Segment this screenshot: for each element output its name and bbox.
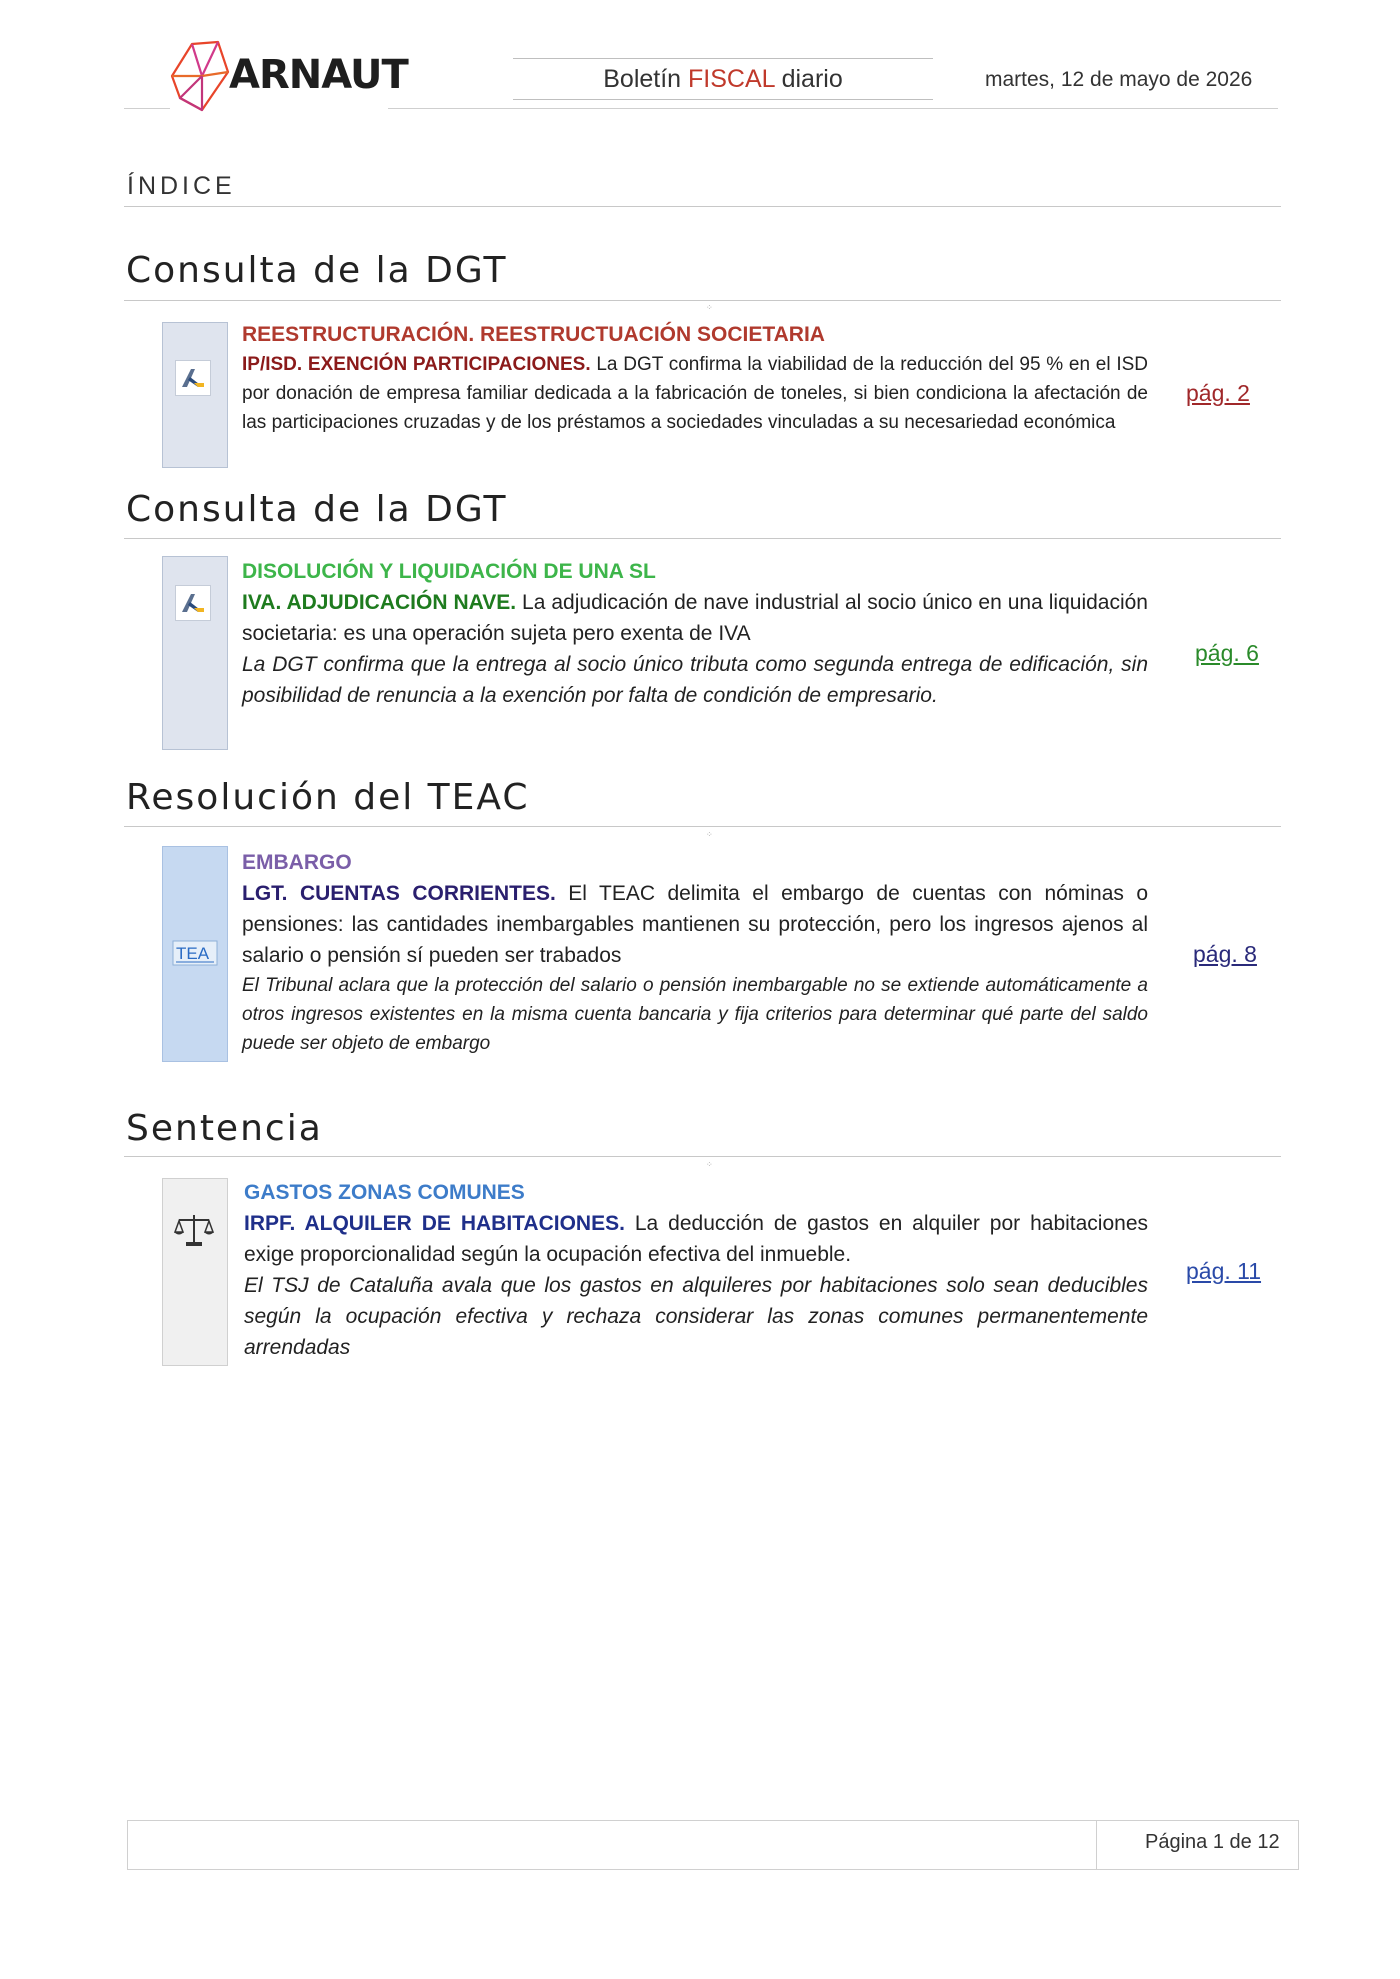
page-link[interactable]: pág. 6 [1195, 640, 1259, 666]
entry-note: El Tribunal aclara que la protección del salario o pensión inembargable no se extiende automáticamente a otros ingresos existentes en la misma cuenta bancaria y fija criterios para determinar qué parte del saldo puede ser objeto de embargo [242, 975, 1148, 1054]
bulletin-title [513, 58, 933, 100]
aeat-logo-icon [175, 585, 211, 621]
section-title: Consulta de la DGT [126, 489, 508, 530]
aeat-logo-icon [175, 360, 211, 396]
page-number: Página 1 de 12 [1145, 1831, 1280, 1853]
aeat-mark [178, 588, 208, 618]
index-entry [244, 1178, 1148, 1363]
brand-name: ARNAUT [229, 52, 408, 98]
bulletin-date: martes, 12 de mayo de 2026 [985, 68, 1253, 91]
entry-category: GASTOS ZONAS COMUNES [244, 1181, 525, 1204]
entry-summary [242, 587, 1148, 649]
entry-lead: IVA. ADJUDICACIÓN NAVE. [242, 591, 517, 614]
index-entry [242, 320, 1148, 437]
entry-summary [244, 1208, 1148, 1270]
polygon-logo-icon [172, 42, 228, 110]
index-heading: ÍNDICE [127, 172, 236, 200]
section-title: Resolución del TEAC [126, 777, 530, 818]
entry-note: El TSJ de Cataluña avala que los gastos en alquileres por habitaciones solo sean deducibles según la ocupación efectiva y rechaza considerar las zonas comunes permanentemente arrendadas [244, 1274, 1148, 1359]
entry-lead: LGT. CUENTAS CORRIENTES. [242, 882, 556, 905]
anchor-mark: ⁘ [706, 830, 713, 839]
entry-text: La DGT confirma la viabilidad de la reducción del 95 % en el ISD por donación de empresa familiar dedicada a la fabricación de toneles, si bien condiciona la afectación de las participaciones cruzadas y de los préstamos a sociedades vinculadas a su necesariedad económica [242, 354, 1148, 433]
svg-text:TEA: TEA [176, 944, 210, 963]
page-link[interactable]: pág. 2 [1186, 380, 1250, 406]
aeat-mark [178, 363, 208, 393]
scales-mark [173, 1212, 215, 1248]
entry-text: La adjudicación de nave industrial al socio único en una liquidación societaria: es una operación sujeta pero exenta de IVA [242, 591, 1148, 645]
footer-box [127, 1820, 1299, 1870]
entry-category: REESTRUCTURACIÓN. REESTRUCTUACIÓN SOCIETARIA [242, 323, 825, 346]
anchor-mark: ⁘ [706, 303, 713, 312]
entry-note: La DGT confirma que la entrega al socio único tributa como segunda entrega de edificación, sin posibilidad de renuncia a la exención por falta de condición de empresario. [242, 653, 1148, 707]
section-rule [124, 538, 1281, 539]
section-title: Sentencia [126, 1108, 323, 1149]
title-pre: Boletín [603, 65, 689, 93]
section-rule [124, 300, 1281, 301]
entry-category: DISOLUCIÓN Y LIQUIDACIÓN DE UNA SL [242, 560, 656, 583]
entry-lead: IP/ISD. EXENCIÓN PARTICIPACIONES. [242, 354, 591, 375]
entry-text: El TEAC delimita el embargo de cuentas con nóminas o pensiones: las cantidades inembargables mantienen su protección, pero los ingresos ajenos al salario o pensión sí pueden ser trabados [242, 882, 1148, 967]
section-rule [124, 826, 1281, 827]
title-post: diario [774, 65, 843, 93]
entry-summary [242, 878, 1148, 971]
footer-divider [1096, 1820, 1097, 1870]
index-entry [242, 557, 1148, 711]
tea-logo-icon [172, 940, 218, 966]
title-highlight: FISCAL [688, 65, 775, 93]
section-rule [124, 1156, 1281, 1157]
entry-sidebar [162, 1178, 228, 1366]
index-entry [242, 848, 1148, 1058]
header-rule-left [124, 108, 170, 109]
header-rule-right [388, 108, 1278, 109]
anchor-mark: ⁘ [706, 1160, 713, 1169]
section-title: Consulta de la DGT [126, 250, 508, 291]
entry-text: La deducción de gastos en alquiler por habitaciones exige proporcionalidad según la ocupación efectiva del inmueble. [244, 1212, 1148, 1266]
entry-category: EMBARGO [242, 851, 352, 874]
scales-of-justice-icon [173, 1212, 215, 1248]
page-link[interactable]: pág. 8 [1193, 941, 1257, 967]
entry-summary [242, 350, 1148, 437]
entry-lead: IRPF. ALQUILER DE HABITACIONES. [244, 1212, 625, 1235]
index-rule [124, 206, 1281, 207]
tea-mark [172, 940, 218, 966]
page-link[interactable]: pág. 11 [1186, 1258, 1262, 1284]
